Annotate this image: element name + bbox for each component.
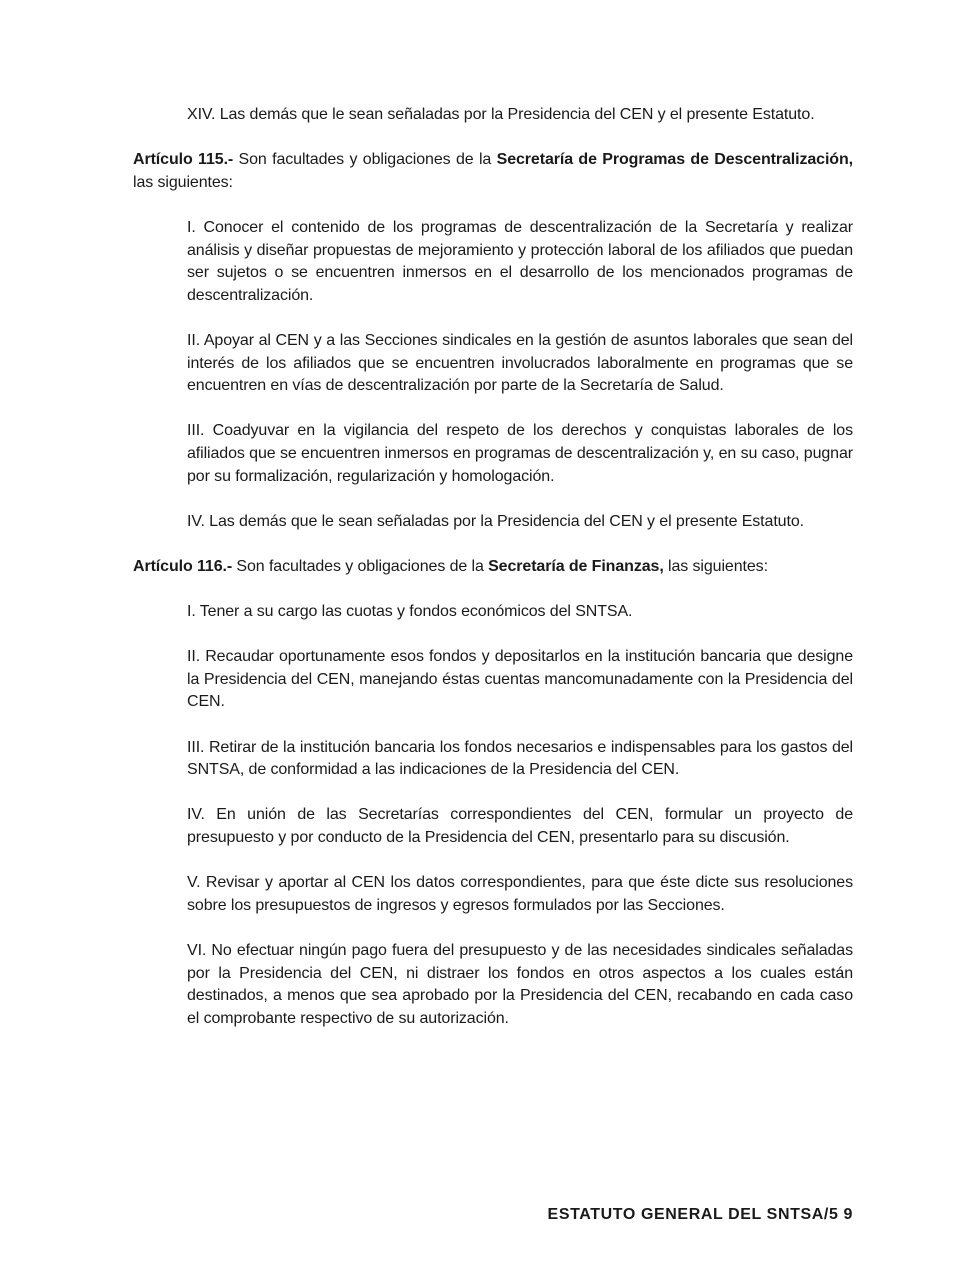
list-item: XIV. Las demás que le sean señaladas por la Presidencia del CEN y el presente Estatuto. — [187, 106, 815, 123]
list-item: I. Conocer el contenido de los programas de descentralización de la Secretaría y realizar análisis y diseñar propuestas de mejoramiento y protección laboral de los afiliados que puedan ser sujetos o se encuentren inmersos en el desarrollo de los mencionados programas de descentralización. — [187, 218, 853, 304]
list-item: II. Apoyar al CEN y a las Secciones sindicales en la gestión de asuntos laborales que sean del interés de los afiliados que se encuentren involucrados laboralmente en programas que se encuentren en vías de descentralización por parte de la Secretaría de Salud. — [187, 331, 853, 395]
document-body — [133, 104, 853, 1053]
list-item: II. Recaudar oportunamente esos fondos y depositarlos en la institución bancaria que designe la Presidencia del CEN, manejando éstas cuentas mancomunadamente con la Presidencia del CEN. — [187, 648, 853, 711]
secretaria-name: Secretaría de Finanzas, — [488, 557, 664, 575]
article-text: Son facultades y obligaciones de la — [232, 557, 489, 575]
article-label: Artículo 115.- — [133, 151, 234, 169]
article-text: las siguientes: — [663, 557, 768, 575]
page-footer: ESTATUTO GENERAL DEL SNTSA/5 9 — [547, 1206, 853, 1223]
list-item: V. Revisar y aportar al CEN los datos correspondientes, para que éste dicte sus resoluciones sobre los presupuestos de ingresos y egresos formulados por las Secciones. — [187, 874, 853, 914]
secretaria-name: Secretaría de Programas de Descentralización, — [496, 151, 853, 169]
list-item: IV. En unión de las Secretarías correspondientes del CEN, formular un proyecto de presupuesto y por conducto de la Presidencia del CEN, presentarlo para su discusión. — [187, 806, 853, 846]
article-116-heading — [133, 556, 853, 579]
article-115-heading — [133, 149, 853, 194]
list-item: III. Coadyuvar en la vigilancia del respeto de los derechos y conquistas laborales de los afiliados que se encuentren inmersos en programas de descentralización y, en su caso, pugnar por su formalización, regularización y homologación. — [187, 422, 853, 485]
list-item: III. Retirar de la institución bancaria los fondos necesarios e indispensables para los gastos del SNTSA, de conformidad a las indicaciones de la Presidencia del CEN. — [187, 738, 853, 779]
list-item: IV. Las demás que le sean señaladas por la Presidencia del CEN y el presente Estatuto. — [187, 512, 804, 530]
list-item: I. Tener a su cargo las cuotas y fondos económicos del SNTSA. — [187, 603, 633, 621]
article-text: Son facultades y obligaciones de la — [233, 151, 497, 169]
article-text: las siguientes: — [133, 173, 233, 191]
list-item: VI. No efectuar ningún pago fuera del presupuesto y de las necesidades sindicales señaladas por la Presidencia del CEN, ni distraer los fondos en otros aspectos a los cuales están destinados, a menos que sea aprobado por la Presidencia del CEN, recabando en cada caso el comprobante respectivo de su autorización. — [187, 941, 853, 1027]
article-label: Artículo 116.- — [133, 557, 233, 575]
